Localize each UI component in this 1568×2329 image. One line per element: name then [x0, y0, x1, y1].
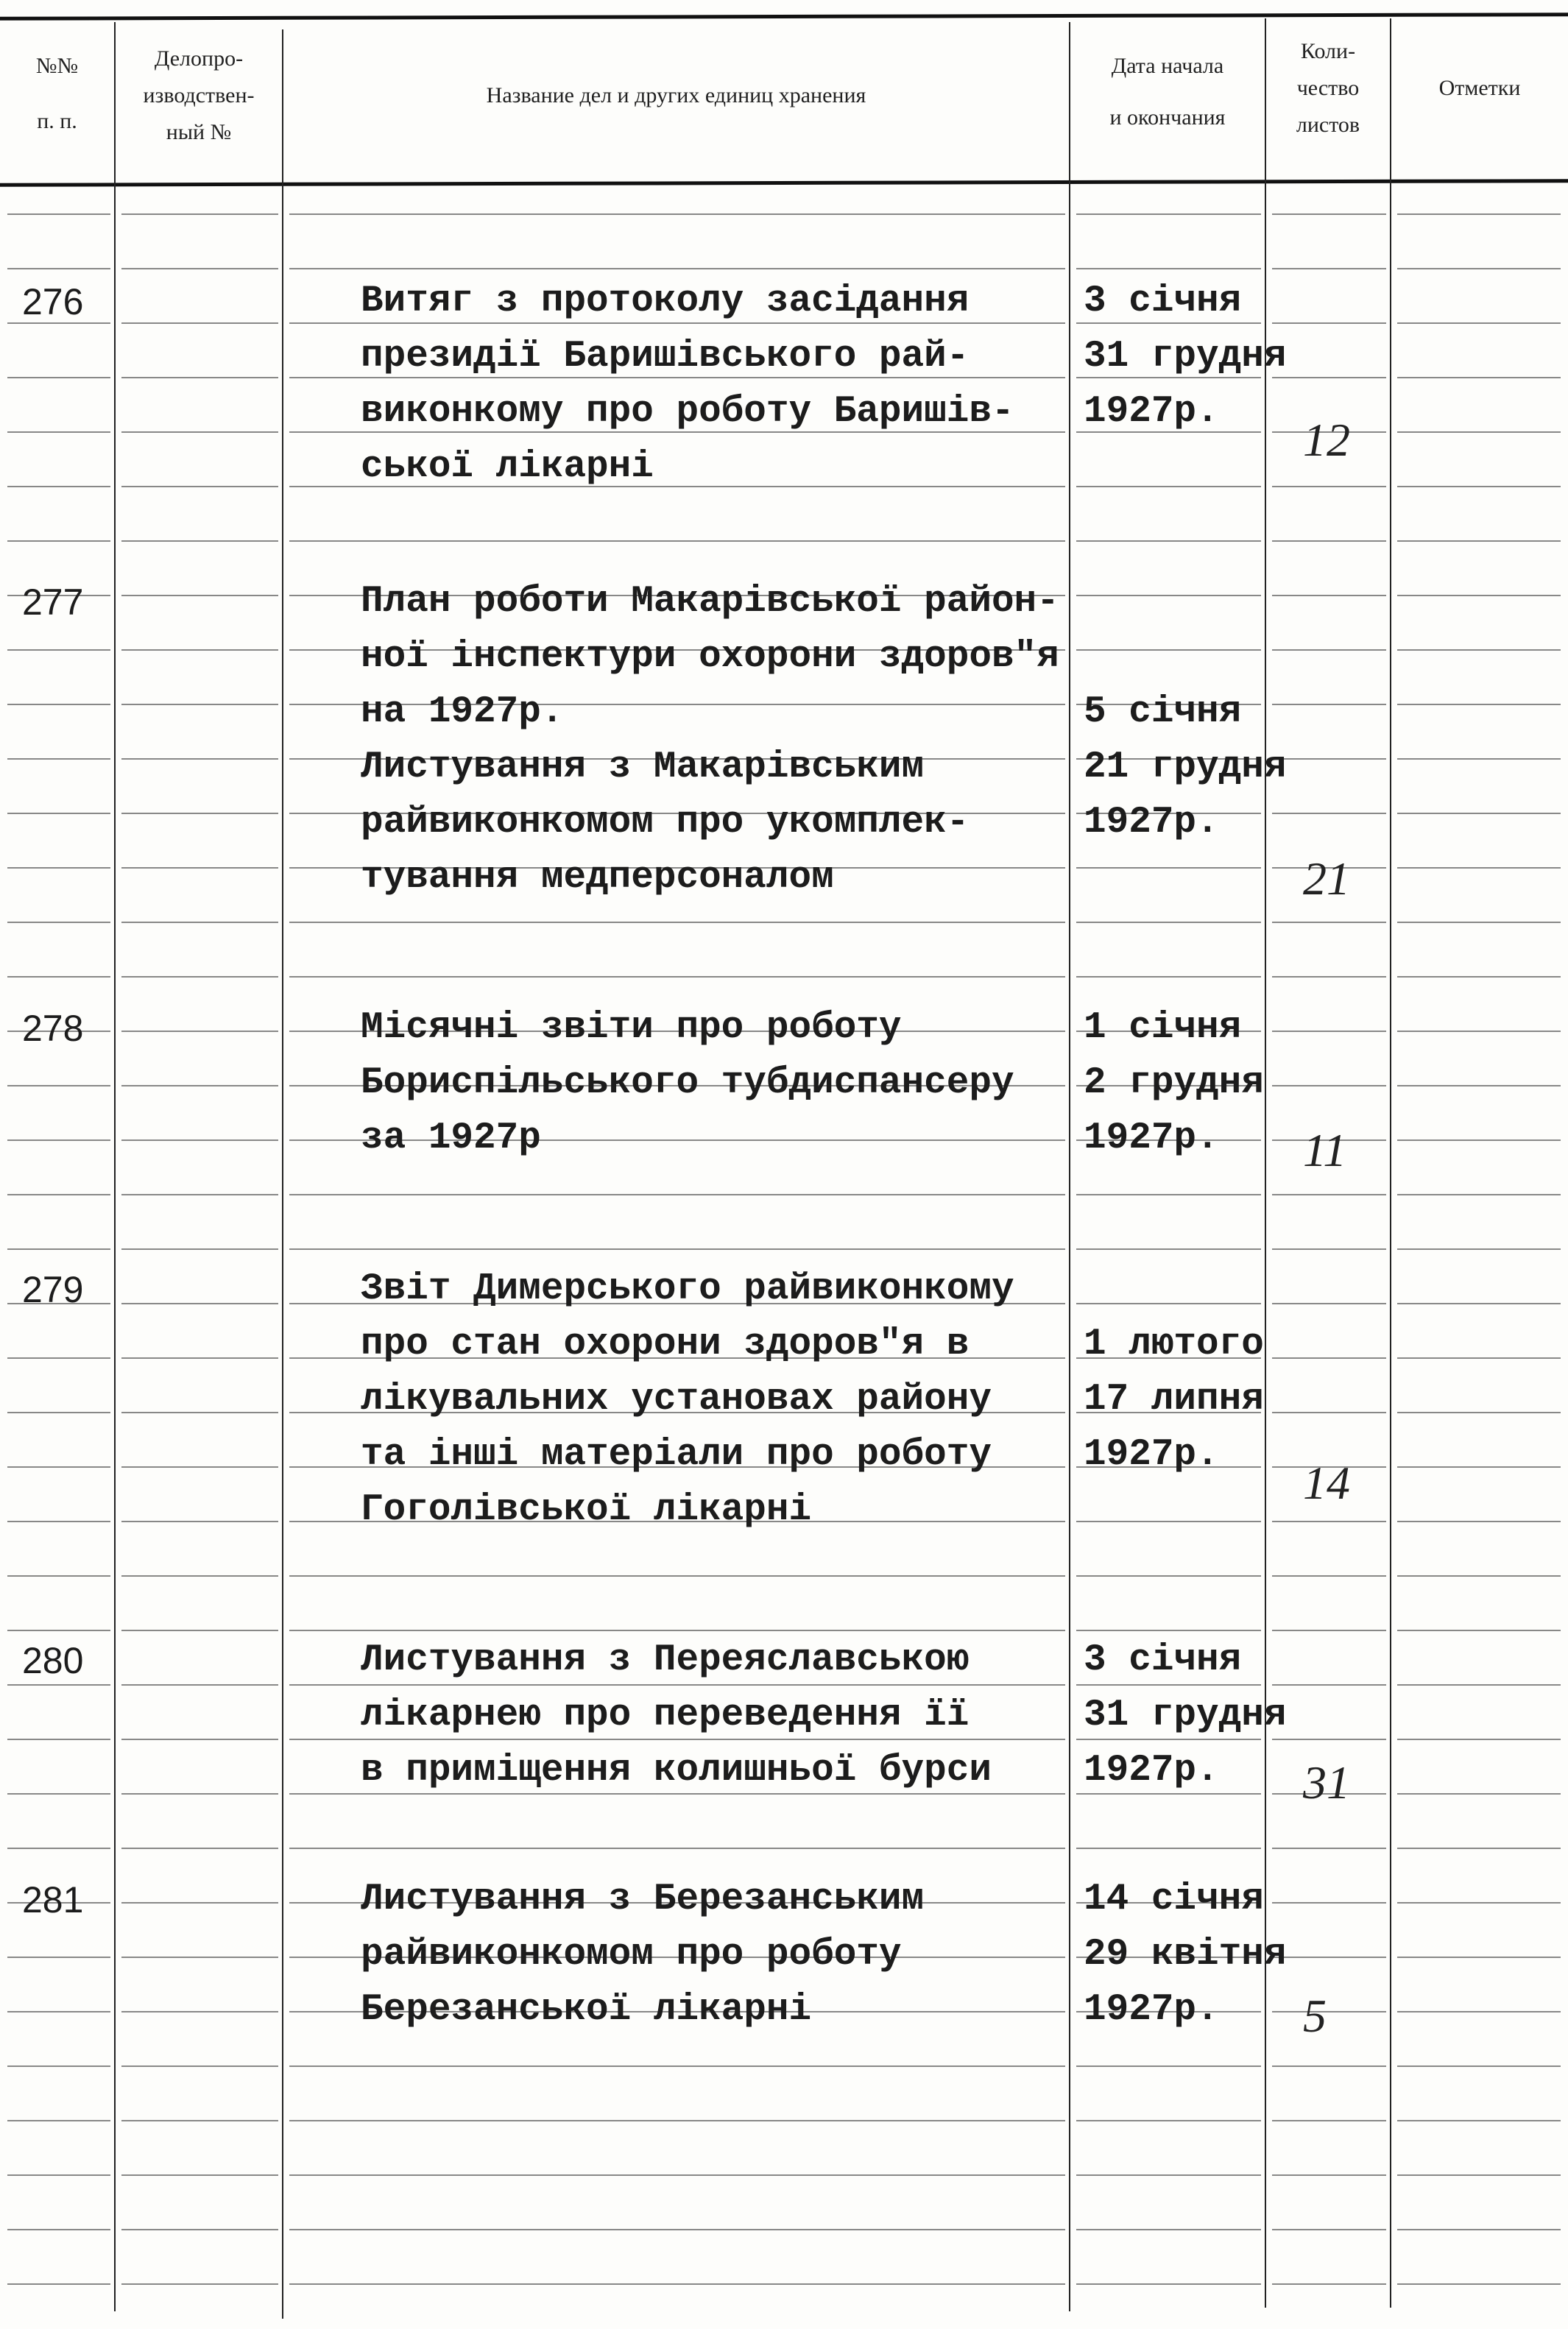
- ruled-line: [121, 540, 278, 542]
- header-line: и окончания: [1109, 105, 1226, 130]
- ruled-line: [121, 1412, 278, 1413]
- ruled-line: [7, 813, 110, 814]
- ruled-line: [7, 1194, 110, 1195]
- ruled-line: [1397, 1085, 1561, 1086]
- ruled-line: [289, 976, 1065, 978]
- header-top-rule: [0, 13, 1568, 21]
- ruled-line: [1397, 2011, 1561, 2012]
- ruled-line: [1272, 1194, 1386, 1195]
- ruled-line: [1272, 595, 1386, 596]
- entry-number: 277: [22, 582, 84, 623]
- ruled-line: [1272, 758, 1386, 760]
- entry-title-line: Березанської лікарні: [361, 1989, 812, 2031]
- ruled-line: [1272, 1848, 1386, 1849]
- ruled-line: [289, 540, 1065, 542]
- ruled-line: [1397, 1739, 1561, 1740]
- ruled-line: [1397, 758, 1561, 760]
- ruled-line: [1272, 268, 1386, 269]
- ruled-line: [289, 1848, 1065, 1849]
- entry-title-line: про стан охорони здоров"я в: [361, 1323, 970, 1365]
- entry-title-line: лікувальних установах району: [361, 1379, 992, 1421]
- entry-title-line: Гоголівської лікарні: [361, 1489, 812, 1531]
- entry-date-line: 14 січня: [1084, 1879, 1264, 1920]
- ruled-line: [121, 486, 278, 487]
- ruled-line: [289, 1684, 1065, 1686]
- ruled-line: [289, 1194, 1065, 1195]
- ruled-line: [121, 1521, 278, 1522]
- entry-sheet-count: 21: [1303, 852, 1350, 905]
- header-line: листов: [1296, 113, 1360, 137]
- entry-title-line: Листування з Переяславською: [361, 1639, 970, 1681]
- entry-sheet-count: 14: [1303, 1457, 1350, 1509]
- entry-title-line: лікарнею про переведення її: [361, 1694, 970, 1736]
- ruled-line: [1076, 649, 1261, 651]
- entry-date-line: 1927р.: [1084, 1989, 1219, 2031]
- ruled-line: [7, 2120, 110, 2121]
- entry-title-line: Місячні звіти про роботу: [361, 1007, 902, 1049]
- entry-title-line: ської лікарні: [361, 446, 654, 488]
- ruled-line: [1397, 1194, 1561, 1195]
- ruled-line: [1272, 322, 1386, 324]
- entry-title-line: на 1927р.: [361, 691, 564, 733]
- ruled-line: [7, 1085, 110, 1086]
- ruled-line: [121, 2120, 278, 2121]
- entry-date-line: 31 грудня: [1084, 336, 1287, 378]
- ruled-line: [1076, 976, 1261, 978]
- ruled-line: [121, 1085, 278, 1086]
- ruled-line: [1272, 704, 1386, 705]
- ruled-line: [7, 213, 110, 215]
- entry-number: 276: [22, 281, 84, 322]
- ruled-line: [1397, 1848, 1561, 1849]
- header-line: Делопро-: [154, 46, 244, 71]
- ruled-line: [289, 2174, 1065, 2176]
- ruled-line: [289, 1793, 1065, 1795]
- ruled-line: [7, 540, 110, 542]
- ruled-line: [121, 2283, 278, 2285]
- header-title: Название дел и других единиц хранения: [486, 83, 866, 107]
- ruled-line: [7, 1957, 110, 1958]
- ruled-line: [1272, 649, 1386, 651]
- entry-date-line: 29 квітня: [1084, 1934, 1287, 1976]
- ruled-line: [7, 1139, 110, 1141]
- entry-title-line: в приміщення колишньої бурси: [361, 1750, 992, 1792]
- ruled-line: [1397, 213, 1561, 215]
- ruled-line: [1272, 1575, 1386, 1577]
- ruled-line: [1397, 1793, 1561, 1795]
- ruled-line: [7, 1466, 110, 1468]
- entry-date-line: 3 січня: [1084, 1639, 1242, 1681]
- ruled-line: [121, 704, 278, 705]
- ruled-line: [1397, 649, 1561, 651]
- ruled-line: [1076, 1739, 1261, 1740]
- ruled-line: [1272, 1684, 1386, 1686]
- entry-title-line: та інші матеріали про роботу: [361, 1434, 992, 1476]
- entry-title-line: президії Баришівського рай-: [361, 336, 970, 378]
- ruled-line: [7, 704, 110, 705]
- entry-title-line: райвиконкомом про укомплек-: [361, 802, 970, 844]
- ruled-line: [1076, 2120, 1261, 2121]
- ruled-line: [121, 595, 278, 596]
- ruled-line: [1272, 922, 1386, 923]
- ruled-line: [1076, 1793, 1261, 1795]
- ruled-line: [1272, 1630, 1386, 1631]
- ruled-line: [1397, 867, 1561, 869]
- ruled-line: [121, 2174, 278, 2176]
- ruled-line: [1397, 595, 1561, 596]
- header-number-line: №№: [35, 54, 79, 78]
- column-divider: [282, 29, 283, 2319]
- entry-title-line: Витяг з протоколу засідання: [361, 280, 970, 322]
- entry-date-line: 1927р.: [1084, 391, 1219, 433]
- ruled-line: [1397, 1521, 1561, 1522]
- ruled-line: [1397, 704, 1561, 705]
- ruled-line: [1397, 540, 1561, 542]
- entry-date-line: 5 січня: [1084, 691, 1242, 733]
- entry-date-line: 1927р.: [1084, 1750, 1219, 1792]
- ruled-line: [7, 2011, 110, 2012]
- ruled-line: [121, 1957, 278, 1958]
- ruled-line: [121, 1630, 278, 1631]
- header-line: изводствен-: [143, 83, 255, 107]
- ruled-line: [7, 1630, 110, 1631]
- header-line: Дата начала: [1111, 54, 1224, 78]
- ruled-line: [1397, 813, 1561, 814]
- ruled-line: [1397, 1412, 1561, 1413]
- ruled-line: [121, 1194, 278, 1195]
- entry-date-line: 1927р.: [1084, 1117, 1219, 1159]
- ruled-line: [7, 2229, 110, 2230]
- ruled-line: [7, 2174, 110, 2176]
- column-divider: [1390, 18, 1391, 2308]
- ruled-line: [121, 1739, 278, 1740]
- ruled-line: [1397, 922, 1561, 923]
- ruled-line: [1397, 1466, 1561, 1468]
- ruled-line: [7, 1739, 110, 1740]
- ruled-line: [289, 1248, 1065, 1250]
- ruled-line: [1272, 2174, 1386, 2176]
- ruled-line: [1272, 1957, 1386, 1958]
- ruled-line: [289, 2120, 1065, 2121]
- header-number: [0, 48, 114, 140]
- ruled-line: [1272, 2229, 1386, 2230]
- entry-number: 278: [22, 1008, 84, 1049]
- ruled-line: [7, 867, 110, 869]
- ruled-line: [121, 431, 278, 433]
- ruled-line: [1076, 213, 1261, 215]
- ruled-line: [1397, 1303, 1561, 1304]
- ruled-line: [121, 322, 278, 324]
- entry-number: 279: [22, 1269, 84, 1310]
- ruled-line: [289, 213, 1065, 215]
- ruled-line: [121, 1848, 278, 1849]
- ruled-line: [1076, 1575, 1261, 1577]
- entry-title-line: ної інспектури охорони здоров"я: [361, 636, 1059, 678]
- entry-title-line: тування медперсоналом: [361, 857, 834, 899]
- ruled-line: [121, 1466, 278, 1468]
- ruled-line: [1397, 2229, 1561, 2230]
- ruled-line: [121, 2065, 278, 2067]
- ruled-line: [1272, 1303, 1386, 1304]
- ruled-line: [1076, 1630, 1261, 1631]
- ruled-line: [1397, 1031, 1561, 1032]
- ruled-line: [289, 2229, 1065, 2230]
- entry-title-line: Звіт Димерського райвиконкому: [361, 1268, 1014, 1310]
- ruled-line: [1076, 1684, 1261, 1686]
- ruled-line: [1076, 540, 1261, 542]
- entry-title-line: за 1927р: [361, 1117, 541, 1159]
- ruled-line: [7, 922, 110, 923]
- ruled-line: [121, 1684, 278, 1686]
- entry-date-line: 31 грудня: [1084, 1694, 1287, 1736]
- ruled-line: [1397, 1248, 1561, 1250]
- ruled-line: [121, 758, 278, 760]
- ruled-line: [121, 2011, 278, 2012]
- ruled-line: [1076, 486, 1261, 487]
- ruled-line: [7, 1575, 110, 1577]
- ruled-line: [1397, 1684, 1561, 1686]
- entry-title-line: План роботи Макарівської район-: [361, 581, 1059, 623]
- ruled-line: [289, 322, 1065, 324]
- ruled-line: [1397, 1139, 1561, 1141]
- ruled-line: [7, 486, 110, 487]
- ruled-line: [121, 1357, 278, 1359]
- header-dates: [1070, 48, 1265, 136]
- ruled-line: [7, 1684, 110, 1686]
- ruled-line: [1272, 1521, 1386, 1522]
- ruled-line: [1272, 1739, 1386, 1740]
- ruled-line: [1397, 2174, 1561, 2176]
- column-divider: [114, 22, 116, 2311]
- ruled-line: [121, 813, 278, 814]
- ruled-line: [121, 1139, 278, 1141]
- ruled-line: [1076, 2065, 1261, 2067]
- ruled-line: [289, 922, 1065, 923]
- ruled-line: [7, 758, 110, 760]
- ruled-line: [121, 1575, 278, 1577]
- ruled-line: [7, 268, 110, 269]
- entry-date-line: 3 січня: [1084, 280, 1242, 322]
- entry-sheet-count: 12: [1303, 414, 1350, 466]
- ruled-line: [1272, 486, 1386, 487]
- ruled-line: [1397, 1902, 1561, 1904]
- ruled-line: [121, 1793, 278, 1795]
- ruled-line: [7, 1412, 110, 1413]
- ruled-line: [1076, 322, 1261, 324]
- ruled-line: [1076, 1848, 1261, 1849]
- ruled-line: [289, 2065, 1065, 2067]
- ruled-line: [7, 1793, 110, 1795]
- entry-title-line: райвиконкомом про роботу: [361, 1934, 902, 1976]
- ruled-line: [7, 649, 110, 651]
- ruled-line: [1076, 2174, 1261, 2176]
- ruled-line: [1397, 486, 1561, 487]
- ruled-line: [1397, 2283, 1561, 2285]
- ruled-line: [289, 2283, 1065, 2285]
- ruled-line: [7, 1357, 110, 1359]
- ruled-line: [1272, 1031, 1386, 1032]
- entry-date-line: 1927р.: [1084, 802, 1219, 844]
- ruled-line: [121, 2229, 278, 2230]
- entry-date-line: 2 грудня: [1084, 1062, 1264, 1104]
- ruled-line: [7, 431, 110, 433]
- ruled-line: [1076, 1521, 1261, 1522]
- ruled-line: [1076, 1194, 1261, 1195]
- ruled-line: [121, 377, 278, 378]
- ruled-line: [1272, 813, 1386, 814]
- ruled-line: [121, 1031, 278, 1032]
- header-bottom-rule: [0, 179, 1568, 187]
- ruled-line: [1076, 2283, 1261, 2285]
- entry-number: 281: [22, 1879, 84, 1920]
- column-divider: [1069, 22, 1070, 2311]
- entry-date-line: 17 липня: [1084, 1379, 1264, 1421]
- ruled-line: [1272, 976, 1386, 978]
- ruled-line: [289, 268, 1065, 269]
- ruled-line: [7, 1848, 110, 1849]
- ruled-line: [7, 377, 110, 378]
- entry-title-line: виконкому про роботу Баришів-: [361, 391, 1014, 433]
- header-notes: Отметки: [1438, 76, 1521, 100]
- entry-sheet-count: 5: [1303, 1990, 1327, 2042]
- ruled-line: [1272, 540, 1386, 542]
- ruled-line: [1397, 322, 1561, 324]
- entry-title-line: Листування з Макарівським: [361, 746, 925, 788]
- entry-date-line: 1927р.: [1084, 1434, 1219, 1476]
- ruled-line: [1076, 1248, 1261, 1250]
- ruled-line: [121, 1902, 278, 1904]
- ruled-line: [1076, 922, 1261, 923]
- ruled-line: [7, 2065, 110, 2067]
- header-line: Коли-: [1300, 39, 1356, 63]
- ruled-line: [121, 867, 278, 869]
- header-line: чество: [1296, 76, 1360, 100]
- ruled-line: [1397, 2120, 1561, 2121]
- ruled-line: [1272, 1248, 1386, 1250]
- ruled-line: [7, 976, 110, 978]
- ruled-line: [289, 1739, 1065, 1740]
- ruled-line: [121, 976, 278, 978]
- entry-title-line: Листування з Березанським: [361, 1879, 925, 1920]
- ruled-line: [1272, 2120, 1386, 2121]
- header-number-line: п. п.: [37, 109, 77, 133]
- ruled-line: [1272, 377, 1386, 378]
- ruled-line: [121, 1248, 278, 1250]
- ruled-line: [1397, 1630, 1561, 1631]
- entry-date-line: 21 грудня: [1084, 746, 1287, 788]
- ruled-line: [1076, 867, 1261, 869]
- ruled-line: [289, 1575, 1065, 1577]
- ruled-line: [1397, 431, 1561, 433]
- entry-date-line: 1 лютого: [1084, 1323, 1264, 1365]
- ruled-line: [7, 2283, 110, 2285]
- ruled-line: [1397, 1957, 1561, 1958]
- ruled-line: [1272, 1085, 1386, 1086]
- ruled-line: [1272, 1357, 1386, 1359]
- ruled-line: [1272, 213, 1386, 215]
- ruled-line: [7, 1521, 110, 1522]
- ruled-line: [1397, 268, 1561, 269]
- entry-sheet-count: 31: [1303, 1756, 1350, 1809]
- ruled-line: [1272, 2011, 1386, 2012]
- entry-number: 280: [22, 1640, 84, 1681]
- ruled-line: [289, 1630, 1065, 1631]
- entry-date-line: 1 січня: [1084, 1007, 1242, 1049]
- ruled-line: [1076, 1303, 1261, 1304]
- ruled-line: [1076, 268, 1261, 269]
- ruled-line: [121, 213, 278, 215]
- ruled-line: [1272, 2065, 1386, 2067]
- ruled-line: [7, 1248, 110, 1250]
- ruled-line: [121, 1303, 278, 1304]
- ruled-line: [1272, 1412, 1386, 1413]
- ruled-line: [1076, 595, 1261, 596]
- ruled-line: [1397, 976, 1561, 978]
- ruled-line: [121, 268, 278, 269]
- ruled-line: [1397, 1575, 1561, 1577]
- header-office-number: [116, 40, 282, 151]
- ruled-line: [121, 649, 278, 651]
- ruled-line: [1272, 1902, 1386, 1904]
- header-sheets: [1266, 33, 1390, 144]
- ruled-line: [121, 922, 278, 923]
- ruled-line: [1397, 1357, 1561, 1359]
- ruled-line: [1272, 2283, 1386, 2285]
- header-line: ный №: [166, 120, 232, 144]
- ruled-line: [1076, 2229, 1261, 2230]
- ruled-line: [1397, 2065, 1561, 2067]
- ruled-line: [1397, 377, 1561, 378]
- entry-sheet-count: 11: [1303, 1123, 1347, 1176]
- entry-title-line: Бориспільського тубдиспансеру: [361, 1062, 1014, 1104]
